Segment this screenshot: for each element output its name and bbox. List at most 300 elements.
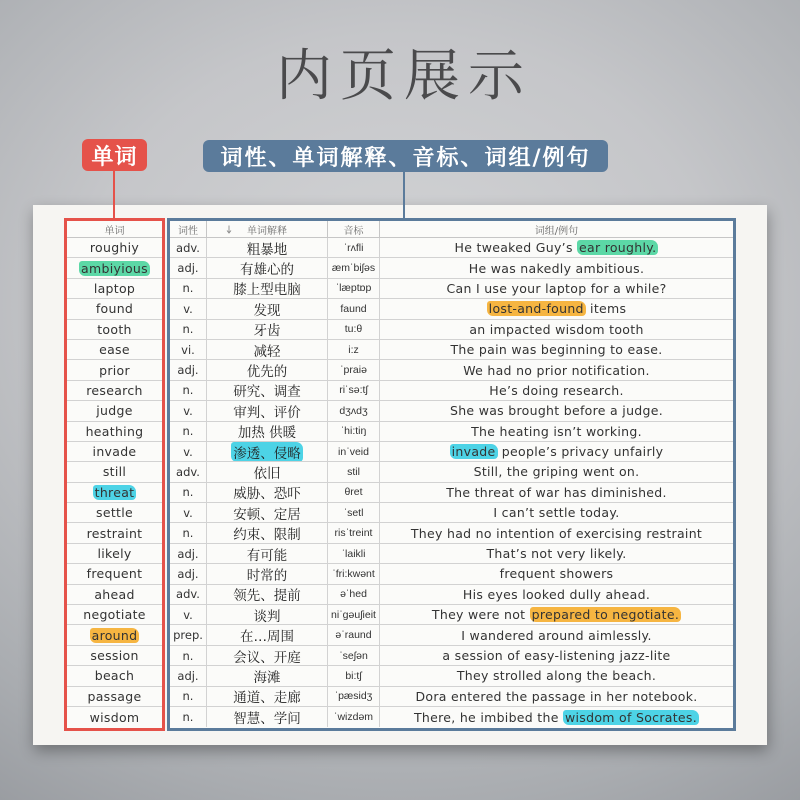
highlighted-meaning: 渗透、侵略 (231, 442, 303, 461)
detail-row (170, 564, 733, 584)
example-segment: His eyes looked dully ahead. (462, 586, 651, 602)
example-text (411, 526, 702, 541)
example-text (446, 485, 667, 500)
word-cell (67, 666, 162, 685)
word-row (67, 687, 162, 707)
phonetic-cell (328, 299, 380, 318)
highlighted-phrase: prepared to negotiate. (531, 607, 680, 623)
pos-cell (170, 401, 207, 420)
meaning-cell (207, 381, 328, 400)
details-connector-line (403, 172, 405, 218)
phonetic-text: əˈraund (335, 629, 372, 642)
example-cell (380, 707, 733, 727)
word-text: research (86, 382, 143, 398)
example-cell (380, 462, 733, 481)
details-columns-frame (167, 218, 736, 731)
word-row (67, 238, 162, 258)
phonetic-text: tu:θ (344, 323, 363, 336)
example-text (486, 546, 626, 561)
example-text (461, 628, 651, 643)
example-text (469, 261, 644, 276)
pos-cell (170, 422, 207, 441)
meaning-text: 牙齿 (253, 323, 281, 339)
word-cell (67, 687, 162, 706)
word-cell (67, 340, 162, 359)
word-text: settle (96, 505, 133, 521)
example-cell (380, 503, 733, 522)
example-text (455, 240, 659, 255)
meaning-cell (207, 544, 328, 563)
example-cell (380, 646, 733, 665)
example-text (469, 322, 643, 337)
phonetic-cell (328, 707, 380, 727)
detail-row (170, 544, 733, 564)
example-text (463, 587, 650, 602)
example-segment: They had no intention of exercising restraint (410, 525, 703, 541)
pos-text: adj. (177, 668, 199, 683)
detail-row (170, 646, 733, 666)
meaning-cell (207, 646, 328, 665)
detail-row (170, 279, 733, 299)
phonetic-text: θret (344, 486, 363, 499)
meaning-cell (207, 258, 328, 277)
meaning-text: 加热 供暖 (237, 425, 297, 441)
word-cell (67, 442, 162, 461)
word-cell (67, 605, 162, 624)
word-row (67, 585, 162, 605)
pos-cell (170, 462, 207, 481)
example-text (463, 363, 650, 378)
word-cell (67, 279, 162, 298)
phonetic-cell (328, 360, 380, 379)
word-cell (67, 523, 162, 542)
header-pos (170, 221, 207, 237)
example-segment: She was brought before a judge. (449, 403, 664, 419)
meaning-cell (207, 523, 328, 542)
detail-row (170, 707, 733, 727)
highlighted-phrase: ear roughly. (579, 240, 657, 256)
phonetic-cell (328, 320, 380, 339)
meaning-text: 约束、限制 (233, 527, 301, 543)
phonetic-text: bi:tʃ (345, 669, 362, 682)
detail-row (170, 625, 733, 645)
word-text: ease (99, 342, 130, 358)
example-segment: They were not (431, 607, 530, 623)
word-row (67, 299, 162, 319)
pos-text: v. (183, 505, 193, 520)
details-section-badge (203, 140, 608, 172)
pos-cell (170, 666, 207, 685)
pos-text: v. (183, 301, 193, 316)
highlighted-phrase: invade (451, 444, 496, 460)
word-cell (67, 258, 162, 277)
word-cell (67, 360, 162, 379)
word-column-header (67, 221, 162, 238)
pos-cell (170, 687, 207, 706)
pos-text: adj. (177, 566, 199, 581)
word-cell (67, 401, 162, 420)
word-text: likely (97, 546, 132, 562)
header-phonetic-label: 音标 (343, 225, 364, 237)
word-row (67, 462, 162, 482)
word-column-body (67, 238, 162, 727)
phonetic-cell (328, 238, 380, 257)
phonetic-text: inˈveid (338, 445, 369, 458)
meaning-cell (207, 585, 328, 604)
header-phonetic (328, 221, 380, 237)
meaning-text: 会议、开庭 (233, 649, 301, 666)
example-text (446, 281, 666, 296)
example-segment: Still, the griping went on. (473, 464, 640, 480)
example-cell (380, 422, 733, 441)
phonetic-cell (328, 544, 380, 563)
pos-text: n. (182, 710, 194, 725)
pos-cell (170, 564, 207, 583)
pos-text: adj. (177, 546, 199, 561)
detail-row (170, 422, 733, 442)
word-text: restraint (86, 525, 143, 541)
highlighted-phrase: lost-and-found (488, 301, 584, 317)
meaning-text: 安顿、定居 (233, 506, 301, 523)
example-cell (380, 279, 733, 298)
phonetic-cell (328, 564, 380, 583)
phonetic-text: faund (340, 302, 367, 315)
page-title: 内页展示 (276, 44, 532, 109)
word-cell (67, 238, 162, 257)
example-text (450, 444, 664, 459)
example-text (489, 383, 624, 398)
header-pos-label: 词性 (178, 225, 198, 237)
example-segment: We had no prior notification. (463, 362, 650, 378)
example-cell (380, 625, 733, 644)
word-text: frequent (86, 566, 143, 582)
word-cell (67, 503, 162, 522)
meaning-text: 领先、提前 (233, 588, 301, 605)
phonetic-text: əˈhed (340, 588, 367, 601)
meaning-text: 膝上型电脑 (233, 282, 301, 299)
pos-cell (170, 381, 207, 400)
word-row (67, 707, 162, 727)
phonetic-cell (328, 483, 380, 502)
word-text: roughiy (89, 240, 140, 256)
meaning-text: 时常的 (246, 567, 288, 584)
pos-cell (170, 523, 207, 542)
pos-text: prep. (173, 628, 203, 643)
pos-text: n. (182, 383, 194, 398)
meaning-cell (207, 687, 328, 706)
example-segment: I wandered around aimlessly. (461, 627, 652, 643)
phonetic-cell (328, 401, 380, 420)
phonetic-cell (328, 687, 380, 706)
pos-text: adv. (176, 240, 200, 255)
example-cell (380, 320, 733, 339)
pos-text: adv. (176, 464, 200, 479)
word-row (67, 320, 162, 340)
highlighted-phrase: wisdom of Socrates. (565, 709, 697, 725)
pos-cell (170, 707, 207, 727)
header-meaning (207, 221, 328, 237)
example-cell (380, 544, 733, 563)
example-segment: a session of easy-listening jazz-lite (442, 648, 671, 663)
meaning-cell (207, 401, 328, 420)
pos-cell (170, 238, 207, 257)
pos-cell (170, 279, 207, 298)
word-row (67, 523, 162, 543)
details-body (170, 238, 733, 727)
phonetic-cell (328, 442, 380, 461)
word-section-label: 单词 (91, 144, 138, 170)
example-cell (380, 483, 733, 502)
detail-row (170, 523, 733, 543)
example-cell (380, 666, 733, 685)
phonetic-cell (328, 625, 380, 644)
example-text (493, 505, 619, 520)
phonetic-text: ˈrʌfli (343, 241, 364, 254)
detail-row (170, 483, 733, 503)
phonetic-cell (328, 279, 380, 298)
word-row (67, 279, 162, 299)
phonetic-cell (328, 646, 380, 665)
phonetic-cell (328, 503, 380, 522)
detail-row (170, 320, 733, 340)
word-cell (67, 646, 162, 665)
example-cell (380, 401, 733, 420)
word-row (67, 544, 162, 564)
meaning-text: 优先的 (246, 364, 288, 380)
meaning-text: 智慧、学问 (233, 711, 301, 728)
example-text (487, 301, 627, 316)
highlighted-word: ambiyious (81, 260, 148, 276)
word-connector-line (113, 171, 115, 218)
example-cell (380, 585, 733, 604)
meaning-cell (207, 360, 328, 379)
word-row (67, 422, 162, 442)
example-text (474, 464, 640, 479)
word-cell (67, 544, 162, 563)
pos-text: n. (182, 322, 194, 337)
meaning-cell (207, 320, 328, 339)
word-text: negotiate (83, 607, 146, 623)
pos-text: vi. (181, 342, 195, 357)
pos-text: v. (183, 444, 193, 459)
meaning-cell (207, 666, 328, 685)
header-word-label: 单词 (104, 225, 125, 237)
meaning-text: 依旧 (253, 466, 281, 482)
detail-row (170, 340, 733, 360)
phonetic-text: ˈpraiə (340, 364, 367, 377)
detail-row (170, 258, 733, 278)
meaning-text: 减轻 (253, 343, 281, 360)
pos-cell (170, 442, 207, 461)
phonetic-cell (328, 381, 380, 400)
example-cell (380, 258, 733, 277)
word-row (67, 360, 162, 380)
word-row (67, 401, 162, 421)
phonetic-cell (328, 422, 380, 441)
word-text: judge (96, 403, 133, 419)
meaning-text: 审判、评价 (233, 404, 301, 421)
highlighted-word: around (91, 627, 138, 643)
pos-cell (170, 503, 207, 522)
phonetic-text: ˈfri:kwənt (332, 567, 375, 580)
example-segment: The heating isn’t working. (471, 423, 642, 439)
pos-cell (170, 625, 207, 644)
example-segment: The threat of war has diminished. (446, 484, 667, 500)
example-cell (380, 340, 733, 359)
meaning-text: 谈判 (253, 608, 281, 625)
meaning-cell (207, 625, 328, 644)
example-cell (380, 605, 733, 624)
meaning-text: 通道、走廊 (233, 690, 301, 706)
meaning-text: 威胁、恐吓 (233, 486, 301, 503)
header-example-label: 词组/例句 (534, 225, 579, 237)
example-cell (380, 360, 733, 379)
detail-row (170, 503, 733, 523)
pos-cell (170, 299, 207, 318)
meaning-text: 有可能 (246, 547, 288, 564)
pos-text: n. (182, 689, 194, 704)
meaning-text: 研究、调查 (233, 384, 301, 401)
phonetic-text: riˈsə:tʃ (339, 384, 368, 397)
phonetic-text: niˈgəuʃieit (331, 608, 376, 621)
pos-text: n. (182, 424, 194, 439)
details-header-row (170, 221, 733, 238)
word-row (67, 605, 162, 625)
details-section-label: 词性、单词解释、音标、词组/例句 (220, 145, 591, 171)
example-segment: They strolled along the beach. (456, 668, 657, 684)
meaning-text: 粗暴地 (246, 241, 288, 258)
pos-cell (170, 483, 207, 502)
detail-row (170, 585, 733, 605)
detail-row (170, 462, 733, 482)
word-cell (67, 299, 162, 318)
phonetic-cell (328, 258, 380, 277)
pos-cell (170, 360, 207, 379)
phonetic-text: ˈwizdəm (333, 711, 374, 724)
pos-text: n. (182, 485, 194, 500)
phonetic-cell (328, 462, 380, 481)
word-text: still (102, 464, 127, 480)
example-text (500, 566, 614, 581)
word-cell (67, 422, 162, 441)
word-cell (67, 320, 162, 339)
header-meaning-label: 单词解释 (247, 225, 287, 237)
word-cell (67, 585, 162, 604)
example-segment: There, he imbibed the (413, 709, 563, 725)
pos-cell (170, 544, 207, 563)
detail-row (170, 381, 733, 401)
phonetic-text: ˈlæptɒp (335, 282, 372, 295)
example-text (450, 342, 662, 357)
word-text: heathing (85, 423, 144, 439)
word-row (67, 442, 162, 462)
highlighted-word: threat (94, 484, 135, 500)
example-text (450, 403, 663, 418)
pos-text: n. (182, 648, 194, 663)
word-row (67, 646, 162, 666)
example-cell (380, 687, 733, 706)
pos-text: adj. (177, 261, 199, 276)
arrow-down-icon (226, 225, 232, 234)
meaning-cell (207, 238, 328, 257)
detail-row (170, 687, 733, 707)
example-segment: That’s not very likely. (486, 546, 627, 562)
phonetic-cell (328, 340, 380, 359)
example-text (432, 607, 681, 622)
detail-row (170, 666, 733, 686)
header-word (67, 221, 162, 237)
phonetic-text: ˈseʃən (339, 649, 368, 662)
detail-row (170, 605, 733, 625)
pos-cell (170, 340, 207, 359)
pos-text: v. (183, 607, 193, 622)
pos-cell (170, 646, 207, 665)
pos-text: n. (182, 281, 194, 296)
pos-cell (170, 605, 207, 624)
meaning-cell (207, 483, 328, 502)
word-text: prior (99, 362, 130, 378)
example-cell (380, 442, 733, 461)
phonetic-text: ˈpæsidʒ (334, 690, 373, 703)
word-row (67, 340, 162, 360)
phonetic-text: dʒʌdʒ (339, 404, 368, 417)
meaning-cell (207, 299, 328, 318)
phonetic-text: ˈsetl (343, 506, 364, 519)
word-cell (67, 462, 162, 481)
word-text: tooth (97, 321, 132, 337)
example-text (471, 424, 642, 439)
pos-text: adv. (176, 587, 200, 602)
meaning-cell (207, 605, 328, 624)
word-text: wisdom (89, 709, 140, 725)
word-row (67, 666, 162, 686)
word-text: laptop (93, 280, 136, 296)
phonetic-text: ˈhi:tiŋ (340, 425, 367, 438)
example-cell (380, 238, 733, 257)
word-row (67, 483, 162, 503)
detail-row (170, 360, 733, 380)
example-segment: Dora entered the passage in her notebook. (415, 688, 698, 704)
meaning-text: 发现 (253, 302, 281, 319)
meaning-cell (207, 422, 328, 441)
word-row (67, 625, 162, 645)
phonetic-cell (328, 585, 380, 604)
meaning-cell (207, 503, 328, 522)
example-text (415, 689, 697, 704)
example-text (442, 648, 670, 663)
meaning-text: 有雄心的 (240, 262, 294, 278)
pos-cell (170, 320, 207, 339)
meaning-cell (207, 279, 328, 298)
phonetic-text: æmˈbiʃəs (331, 262, 376, 275)
word-cell (67, 381, 162, 400)
example-cell (380, 523, 733, 542)
example-segment: He’s doing research. (489, 382, 624, 398)
word-cell (67, 564, 162, 583)
word-text: found (95, 301, 134, 317)
word-column-frame (64, 218, 165, 731)
word-text: invade (92, 444, 137, 460)
meaning-cell (207, 340, 328, 359)
word-row (67, 381, 162, 401)
word-cell (67, 625, 162, 644)
example-segment: He tweaked Guy’s (454, 240, 578, 256)
word-row (67, 258, 162, 278)
meaning-cell (207, 442, 328, 461)
word-row (67, 564, 162, 584)
phonetic-text: i:z (348, 343, 359, 356)
word-cell (67, 707, 162, 727)
